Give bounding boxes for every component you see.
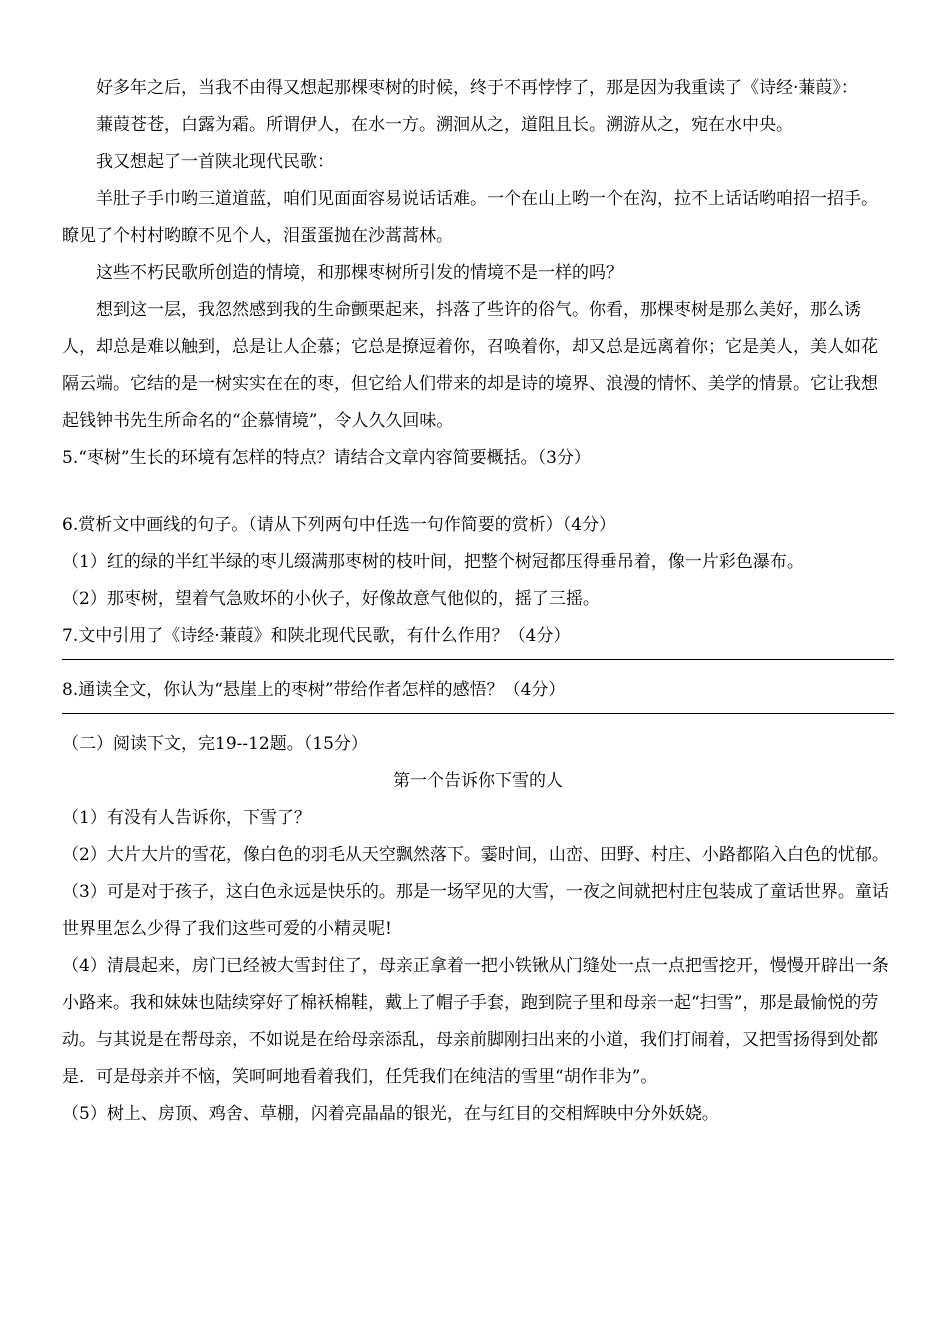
folk-song-quote: 羊肚子手巾哟三道道蓝，咱们见面面容易说话话难。一个在山上哟一个在沟，拉不上话话哟咱招一招手。瞭见了个村村哟瞭不见个人，泪蛋蛋抛在沙蒿蒿林。: [62, 189, 878, 246]
answer-space: [62, 477, 894, 507]
passage-paragraph: （4）清晨起来，房门已经被大雪封住了，母亲正拿着一把小铁锹从门缝处一点一点把雪挖开，慢慢开辟出一条小路来。我和妹妹也陆续穿好了棉袄棉鞋，戴上了帽子手套，跑到院子里和母亲一起“扫雪”，那是最愉悦的劳动。与其说是在帮母亲，不如说是在给母亲添乱，母亲前脚刚扫出来的小道，我们打闹着，又把雪扬得到处都是．可是母亲并不恼，笑呵呵地看着我们，任凭我们在纯洁的雪里“胡作非为”。: [62, 956, 889, 1087]
passage-paragraph: （3）可是对于孩子，这白色永远是快乐的。那是一场罕见的大雪，一夜之间就把村庄包装成了童话世界。童话世界里怎么少得了我们这些可爱的小精灵呢!: [62, 882, 889, 939]
passage-paragraph: 这些不朽民歌所创造的情境，和那棵枣树所引发的情境不是一样的吗？: [96, 263, 623, 283]
section-intro: （二）阅读下文，完19--12题。（15分）: [62, 734, 368, 754]
passage-paragraph: （1）有没有人告诉你，下雪了？: [62, 808, 311, 828]
reading-passage-two: [62, 726, 894, 1133]
question-6: 6.赏析文中画线的句子。（请从下列两句中任选一句作简要的赏析）（4分）: [62, 515, 617, 535]
passage-paragraph: （2）大片大片的雪花，像白色的羽毛从天空飘然落下。霎时间，山峦、田野、村庄、小路都陷入白色的忧郁。: [62, 845, 889, 865]
answer-line: [62, 659, 894, 660]
poem-quote: 蒹葭苍苍，白露为霜。所谓伊人，在水一方。溯洄从之，道阻且长。溯游从之，宛在水中央。: [96, 115, 793, 135]
question-7: 7.文中引用了《诗经·蒹葭》和陕北现代民歌，有什么作用？（4分）: [62, 626, 571, 646]
question-8: 8.通读全文，你认为“悬崖上的枣树”带给作者怎样的感悟？（4分）: [62, 680, 566, 700]
exam-page: [62, 70, 894, 1133]
passage-title: 第一个告诉你下雪的人: [393, 771, 563, 791]
answer-line: [62, 713, 894, 714]
passage-paragraph: （5）树上、房顶、鸡舍、草棚，闪着亮晶晶的银光，在与红目的交相辉映中分外妖娆。: [62, 1104, 719, 1124]
passage-paragraph: 想到这一层，我忽然感到我的生命颤栗起来，抖落了些许的俗气。你看，那棵枣树是那么美好，那么诱人，却总是难以触到，总是让人企慕；它总是撩逗着你，召唤着你，却又总是远离着你；它是美人，美人如花隔云端。它结的是一树实实在在的枣，但它给人们带来的却是诗的境界、浪漫的情怀、美学的情景。它让我想起钱钟书先生所命名的“企慕情境”，令人久久回味。: [62, 300, 878, 431]
passage-paragraph: 好多年之后，当我不由得又想起那棵枣树的时候，终于不再悖悖了，那是因为我重读了《诗经·蒹葭》：: [96, 78, 858, 98]
question-6-option-2: （2）那枣树，望着气急败坏的小伙子，好像故意气他似的，摇了三摇。: [62, 589, 600, 609]
reading-passage-one: [62, 70, 894, 440]
questions-section: [62, 440, 894, 714]
question-5: 5.“枣树”生长的环境有怎样的特点？请结合文章内容简要概括。（3分）: [62, 448, 591, 468]
question-6-option-1: （1）红的绿的半红半绿的枣儿缀满那枣树的枝叶间，把整个树冠都压得垂吊着，像一片彩色瀑布。: [62, 552, 804, 572]
passage-paragraph: 我又想起了一首陕北现代民歌：: [96, 152, 334, 172]
